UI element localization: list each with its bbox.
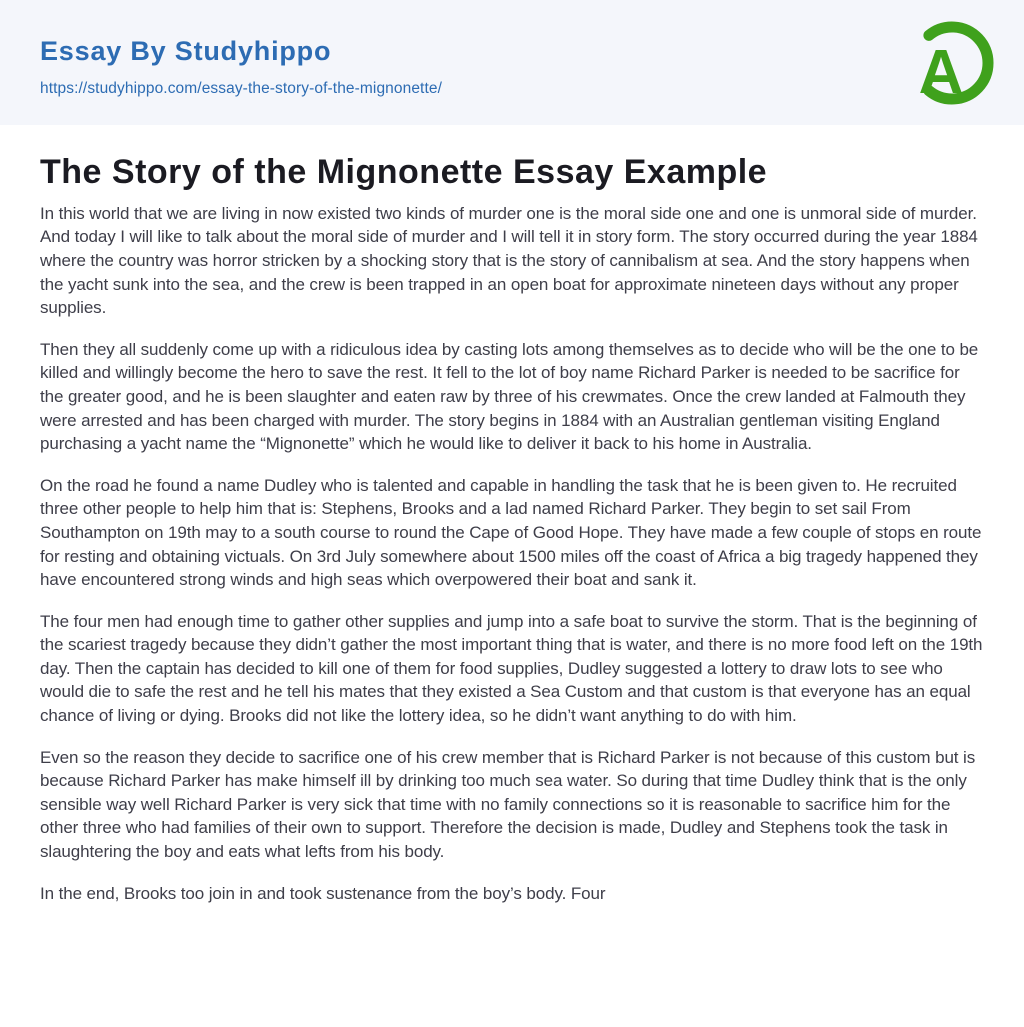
essay-paragraph-2: Then they all suddenly come up with a ridiculous idea by casting lots among themselves as to decide who will be the one to be killed and willingly become the hero to save the rest. It fell to the lot of boy name Richard Parker is needed to be sacrifice for the greater good, and he is been slaughter and eaten raw by three of his crewmates. Once the crew landed at Falmouth they were arrested and has been charged with murder. The story begins in 1884 with an Australian gentleman visiting England purchasing a yacht name the “Mignonette” which he would like to deliver it back to his home in Australia.: [40, 339, 979, 454]
essay-paragraph-6: In the end, Brooks too join in and took sustenance from the boy’s body. Four: [40, 883, 606, 903]
essay-paragraph-1: In this world that we are living in now existed two kinds of murder one is the moral side one and one is unmoral side of murder. And today I will like to talk about the moral side of murder and I will tell it in story form. The story occurred during the year 1884 where the country was horror stricken by a shocking story that is the story of cannibalism at sea. And the story happens when the yacht sunk into the sea, and the crew is been trapped in an open boat for approximate nineteen days without any proper supplies.: [40, 203, 978, 318]
essay-paragraph-4: The four men had enough time to gather other supplies and jump into a safe boat to survive the storm. That is the beginning of the scariest tragedy because they didn’t gather the most important thing that is water, and there is no more food left on the 19th day. Then the captain has decided to kill one of them for food supplies, Dudley suggested a lottery to draw lots to see who would die to safe the rest and he tell his mates that they existed a Sea Custom and that custom is that everyone has an equal chance of living or dying. Brooks did not like the lottery idea, so he didn’t want anything to do with him.: [40, 611, 983, 726]
page-url-link[interactable]: https://studyhippo.com/essay-the-story-of-the-mignonette/: [40, 80, 442, 97]
essay-title: The Story of the Mignonette Essay Example: [40, 153, 768, 191]
essay-paragraph-3: On the road he found a name Dudley who is talented and capable in handling the task that he is been given to. He recruited three other people to help him that is: Stephens, Brooks and a lad named Richard Parker. They begin to set sail From Southampton on 19th may to a south course to round the Cape of Good Hope. They have made a few couple of stops en route for resting and obtaining victuals. On 3rd July somewhere about 1500 miles off the coast of Africa a big tragedy happened they have encountered strong winds and high seas which overpowered their boat and sank it.: [40, 475, 982, 590]
logo-svg: [906, 16, 994, 108]
studyhippo-logo-icon: [906, 16, 994, 108]
essay-content: [0, 125, 1024, 905]
logo-letter: A: [918, 38, 964, 107]
site-title-link[interactable]: Essay By Studyhippo: [40, 36, 332, 66]
essay-paragraph-5: Even so the reason they decide to sacrifice one of his crew member that is Richard Parker is not because of this custom but is because Richard Parker has make himself ill by drinking too much sea water. So during that time Dudley think that is the only sensible way well Richard Parker is very sick that time with no family connections so it is reasonable to sacrifice him for the other three who had families of their own to support. Therefore the decision is made, Dudley and Stephens took the task in slaughtering the boy and eats what lefts from his body.: [40, 747, 976, 862]
site-header: [0, 0, 1024, 125]
header-text-block: [40, 36, 984, 98]
